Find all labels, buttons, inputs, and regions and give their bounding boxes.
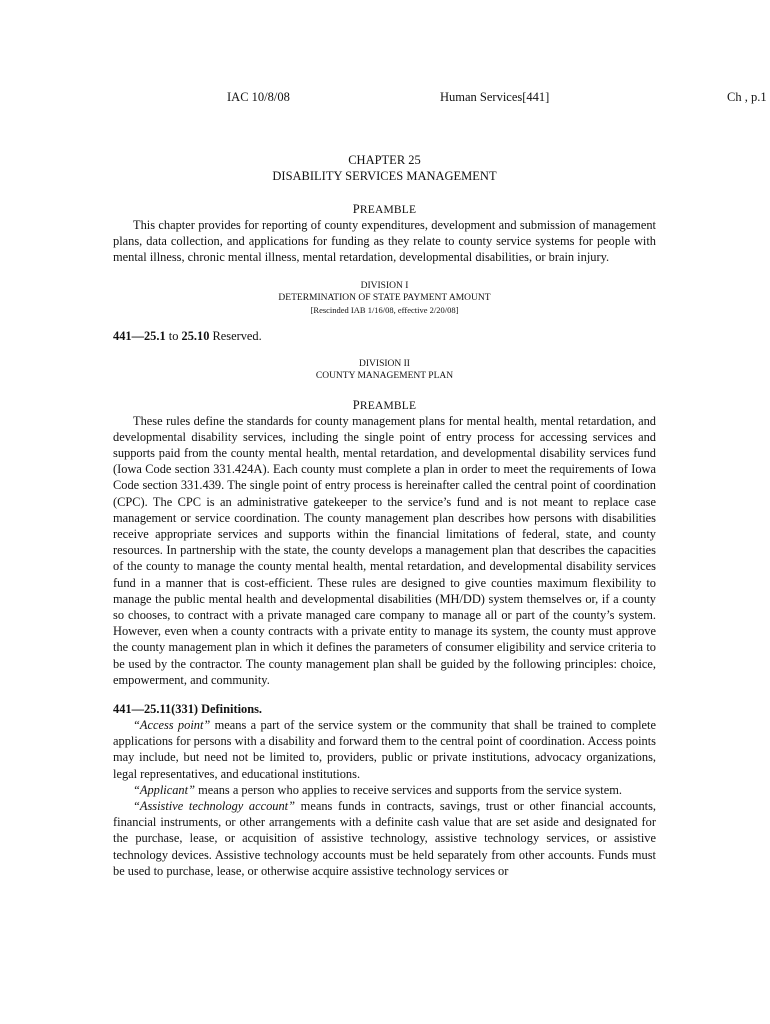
division-1-title: DETERMINATION OF STATE PAYMENT AMOUNT [278, 292, 491, 303]
reserved-rule-start: 441—25.1 [113, 328, 166, 343]
division-2-label: DIVISION II [359, 358, 410, 369]
definitions-heading: 441—25.11(331) Definitions. [113, 702, 263, 717]
definition-term: “Access point” [133, 718, 211, 733]
division-2-block [113, 358, 656, 382]
preamble-heading-initial: P [352, 202, 360, 216]
reserved-rule-to: to [165, 328, 182, 343]
preamble-heading [113, 202, 656, 217]
reserved-rule-tail: Reserved. [209, 328, 262, 343]
preamble-heading-rest: REAMBLE [359, 204, 417, 216]
division-2-title: COUNTY MANAGEMENT PLAN [315, 370, 454, 381]
header-left: IAC 10/8/08 [227, 90, 290, 104]
definition-access-point [113, 717, 656, 782]
chapter-number: CHAPTER 25 [348, 153, 421, 167]
definition-assistive-technology-account [113, 798, 656, 879]
header-right: Ch , p.1 [727, 90, 767, 104]
definition-text: means a part of the service system or the community that shall be trained to complete applications for persons with a disability and forward them to the central point of coordination. Access points may include, but need not be limited to, providers, public or private institutions, advocacy organizations, legal representatives, and educational institutions. [113, 718, 656, 781]
definition-term: “Applicant” [133, 782, 195, 797]
preamble-2-heading-rest: REAMBLE [359, 399, 417, 412]
preamble-2-heading-initial: P [352, 397, 360, 412]
definition-term: “Assistive technology account” [133, 799, 296, 814]
division-1-label: DIVISION I [360, 280, 409, 291]
division-1-note: [Rescinded IAB 1/16/08, effective 2/20/08] [310, 304, 459, 315]
preamble-2-paragraph: These rules define the standards for county management plans for mental health, mental retardation, and developmental disability services, including the single point of entry process for accessing services and supports paid from the county mental health, mental retardation, and developmental disability services fund (Iowa Code section 331.424A). Each county must complete a plan in order to meet the requirements of Iowa Code section 331.439. The single point of entry process is hereinafter called the central point of coordination (CPC). The CPC is an administrative gatekeeper to the service’s fund and is not meant to replace case management or service coordination. The county management plan describes how persons with disabilities receive appropriate services and supports within the financial limitations of federal, state, and county resources. In partnership with the state, the county develops a management plan that describes the capacities of the county to manage the county mental health, mental retardation, and developmental disability services fund in a manner that is cost-efficient. These rules are designed to give counties maximum flexibility to manage the public mental health and developmental disabilities (MH/DD) system themselves or, if a county so chooses, to contract with a private managed care company to manage all or part of the county’s system. However, even when a county contracts with a private entity to manage its system, the county must approve the county management plan in which it defines the parameters of consumer eligibility and service criteria to be used by the contractor. The county management plan shall be guided by the following principles: choice, empowerment, and community. [113, 413, 656, 687]
reserved-rule [113, 328, 656, 344]
header-center: Human Services[441] [440, 90, 550, 104]
definition-text: means a person who applies to receive services and supports from the service system. [194, 782, 622, 797]
preamble-2-heading [113, 398, 656, 413]
document-body [113, 152, 656, 879]
reserved-rule-end: 25.10 [181, 328, 210, 343]
division-1-block [113, 280, 656, 316]
definition-applicant [113, 782, 656, 798]
chapter-title: DISABILITY SERVICES MANAGEMENT [272, 169, 497, 183]
definition-text: means funds in contracts, savings, trust or other financial accounts, financial instruments, or other arrangements with a definite cash value that are set aside and designated for the purchase, lease, or acquisition of assistive technology, assistive technology services, or assistive technology devices. Assistive technology accounts must be held separately from other accounts. Funds must be used to purchase, lease, or otherwise acquire assistive technology services or [113, 799, 657, 878]
preamble-paragraph: This chapter provides for reporting of county expenditures, development and submission of management plans, data collection, and applications for funding as they relate to county service systems for people with mental illness, chronic mental illness, mental retardation, developmental disabilities, or brain injury. [113, 218, 656, 265]
